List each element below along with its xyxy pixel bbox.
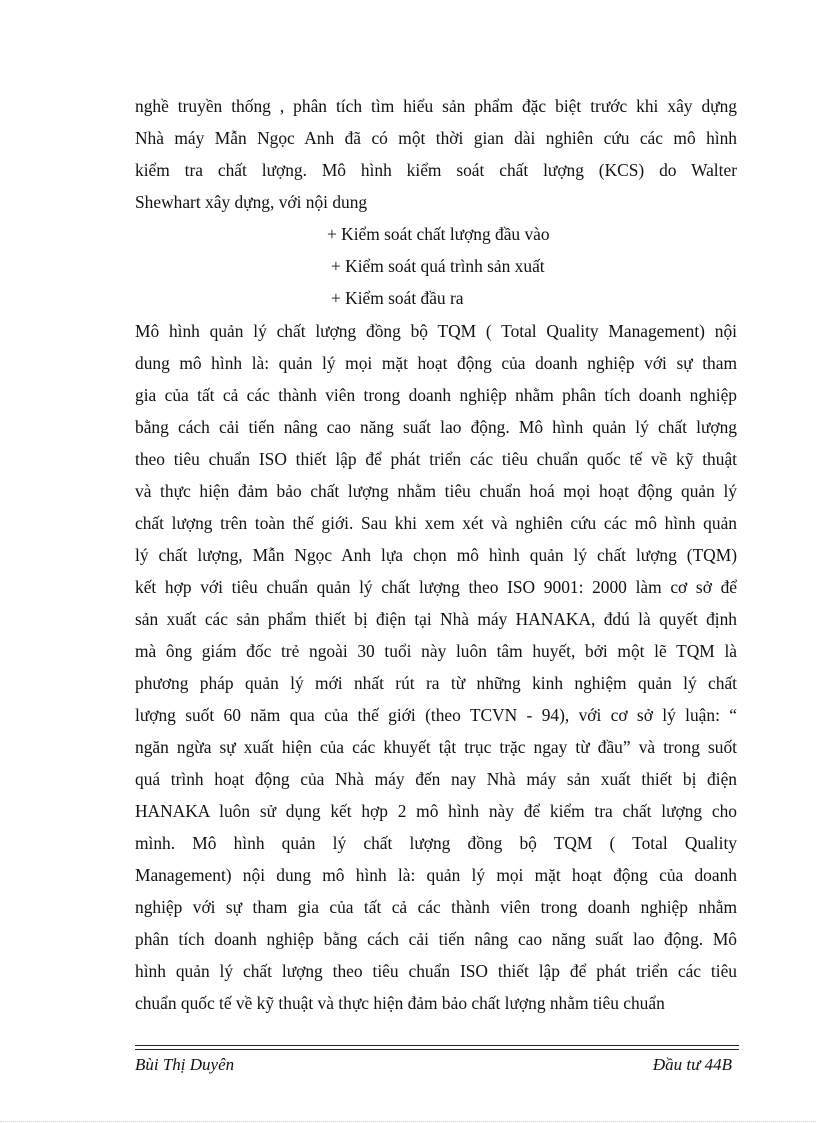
- footer-author: Bùi Thị Duyên: [135, 1055, 235, 1074]
- text-line: bằng cách cải tiến nâng cao năng suất lao động. Mô hình quản lý chất lượng: [135, 417, 737, 437]
- text-line: kiểm tra chất lượng. Mô hình kiểm soát chất lượng (KCS) do Walter: [135, 160, 737, 180]
- text-line: gia của tất cả các thành viên trong doanh nghiệp nhằm phân tích doanh nghiệp: [135, 385, 737, 405]
- text-line: lượng suốt 60 năm qua của thế giới (theo TCVN - 94), với cơ sở lý luận: “: [135, 705, 737, 725]
- page-edge: [0, 1121, 816, 1122]
- text-line: dung mô hình là: quản lý mọi mặt hoạt động của doanh nghiệp với sự tham: [135, 353, 737, 373]
- text-line: nghề truyền thống , phân tích tìm hiểu sản phẩm đặc biệt trước khi xây dựng: [135, 96, 737, 116]
- text-line: HANAKA luôn sử dụng kết hợp 2 mô hình này để kiểm tra chất lượng cho: [135, 801, 737, 821]
- text-line: mà ông giám đốc trẻ ngoài 30 tuổi này luôn tâm huyết, bởi một lẽ TQM là: [135, 641, 737, 661]
- bullet-item: + Kiểm soát chất lượng đầu vào: [327, 224, 550, 244]
- text-line: Management) nội dung mô hình là: quản lý mọi mặt hoạt động của doanh: [135, 865, 737, 885]
- text-line: mình. Mô hình quản lý chất lượng đồng bộ TQM ( Total Quality: [135, 833, 737, 853]
- footer-rule: [135, 1045, 739, 1046]
- text-line: chất lượng trên toàn thế giới. Sau khi xem xét và nghiên cứu các mô hình quản: [135, 513, 737, 533]
- text-line: Shewhart xây dựng, với nội dung: [135, 192, 368, 212]
- footer-rule: [135, 1049, 739, 1050]
- text-line: Nhà máy Mẫn Ngọc Anh đã có một thời gian dài nghiên cứu các mô hình: [135, 128, 737, 148]
- text-line: quá trình hoạt động của Nhà máy đến nay Nhà máy sản xuất thiết bị điện: [135, 769, 737, 789]
- text-line: phân tích doanh nghiệp bằng cách cải tiến nâng cao năng suất lao động. Mô: [135, 929, 737, 949]
- text-line: nghiệp với sự tham gia của tất cả các thành viên trong doanh nghiệp nhằm: [135, 897, 737, 917]
- text-line: Mô hình quản lý chất lượng đồng bộ TQM ( Total Quality Management) nội: [135, 321, 737, 341]
- text-line: chuẩn quốc tế về kỹ thuật và thực hiện đảm bảo chất lượng nhằm tiêu chuẩn: [135, 993, 665, 1013]
- text-line: ngăn ngừa sự xuất hiện của các khuyết tật trục trặc ngay từ đầu” và trong suốt: [135, 737, 737, 757]
- text-line: hình quản lý chất lượng theo tiêu chuẩn ISO thiết lập để phát triển các tiêu: [135, 961, 737, 981]
- text-line: phương pháp quản lý mới nhất rút ra từ những kinh nghiệm quản lý chất: [135, 673, 737, 693]
- text-line: và thực hiện đảm bảo chất lượng nhằm tiêu chuẩn hoá mọi hoạt động quản lý: [135, 481, 737, 501]
- footer-class: Đầu tư 44B: [652, 1055, 732, 1074]
- bullet-item: + Kiểm soát đầu ra: [331, 288, 464, 308]
- text-line: sản xuất các sản phẩm thiết bị điện tại Nhà máy HANAKA, đdú là quyết định: [135, 609, 737, 629]
- bullet-item: + Kiểm soát quá trình sản xuất: [331, 256, 545, 276]
- text-line: lý chất lượng, Mẫn Ngọc Anh lựa chọn mô hình quản lý chất lượng (TQM): [135, 545, 737, 565]
- text-line: theo tiêu chuẩn ISO thiết lập để phát triển các tiêu chuẩn quốc tế về kỹ thuật: [135, 449, 737, 469]
- text-line: kết hợp với tiêu chuẩn quản lý chất lượng theo ISO 9001: 2000 làm cơ sở để: [135, 577, 737, 597]
